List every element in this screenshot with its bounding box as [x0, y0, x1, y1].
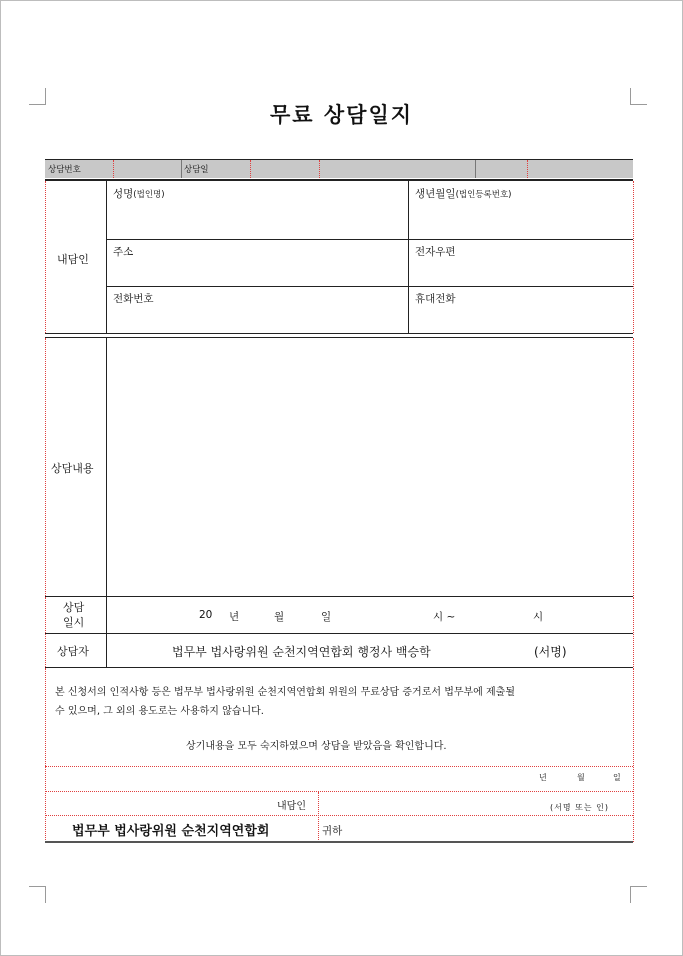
- left-border: [45, 338, 46, 596]
- schedule-label-divider: [106, 597, 107, 633]
- client-row-line: [106, 239, 633, 240]
- header-divider: [181, 160, 182, 178]
- signature-row-top-line: [45, 791, 633, 792]
- header-band: [45, 160, 633, 178]
- date-year-unit: 년: [539, 773, 547, 782]
- phone-field-label: 전화번호: [113, 293, 154, 305]
- footer-organization: 법무부 법사랑위원 순천지역연합회: [72, 824, 270, 839]
- left-border: [45, 634, 46, 667]
- consult-number-label: 상담번호: [48, 165, 81, 175]
- email-field-label: 전자우편: [415, 246, 456, 258]
- client-column-divider: [408, 181, 409, 333]
- counselor-label-divider: [106, 634, 107, 667]
- header-divider: [250, 160, 251, 178]
- schedule-label-line2: 일시: [63, 616, 85, 629]
- address-field-label: 주소: [113, 246, 134, 258]
- counselor-name: 법무부 법사랑위원 순천지역연합회 행정사 백승학: [172, 645, 431, 659]
- right-border: [633, 668, 634, 842]
- header-divider: [113, 160, 114, 178]
- name-field-label: 성명(법인명): [113, 188, 165, 200]
- content-top-line-inner: [45, 337, 633, 338]
- consult-date-label: 상담일: [184, 165, 209, 175]
- content-top-line: [45, 333, 633, 334]
- right-border: [633, 181, 634, 333]
- client-label-divider: [106, 181, 107, 333]
- client-section-label: 내담인: [57, 253, 89, 266]
- left-border: [45, 597, 46, 633]
- mobile-field-label: 휴대전화: [415, 293, 456, 305]
- header-divider: [475, 160, 476, 178]
- schedule-top-line: [45, 596, 633, 597]
- content-section-label: 상담내용: [51, 462, 94, 475]
- crop-mark-bottom-right: [630, 886, 647, 903]
- header-divider: [527, 160, 528, 178]
- client-row-line: [106, 286, 633, 287]
- date-row-top-line: [45, 766, 633, 767]
- notice-line-2: 수 있으며, 그 외의 용도로는 사용하지 않습니다.: [55, 706, 264, 717]
- signature-divider: [318, 792, 319, 842]
- form-bottom-line: [45, 841, 633, 843]
- left-border: [45, 181, 46, 333]
- counselor-sign: (서명): [534, 645, 567, 659]
- right-border: [633, 597, 634, 633]
- right-border: [633, 338, 634, 596]
- notice-top-line: [45, 667, 633, 668]
- right-border: [633, 634, 634, 667]
- client-top-line: [45, 179, 633, 181]
- signature-label: 내담인: [277, 801, 306, 812]
- footer-row-top-line: [45, 815, 633, 816]
- counselor-top-line: [45, 633, 633, 634]
- notice-line-1: 본 신청서의 인적사항 등은 법무부 법사랑위원 순천지역연합회 위원의 무료상담 증거로서 법무부에 제출될: [55, 687, 516, 698]
- date-day-unit: 일: [613, 773, 621, 782]
- birth-field-label: 생년월일(법인등록번호): [415, 188, 512, 200]
- schedule-day-unit: 일: [321, 611, 332, 623]
- header-top-line: [45, 159, 633, 160]
- footer-addressee: 귀하: [322, 825, 343, 837]
- schedule-hour-from: 시 ~: [433, 611, 456, 623]
- schedule-hour-to: 시: [533, 611, 544, 623]
- schedule-label-line1: 상담: [63, 601, 85, 614]
- counselor-label: 상담자: [57, 645, 89, 658]
- header-divider: [319, 160, 320, 178]
- notice-confirm: 상기내용을 모두 숙지하였으며 상담을 받았음을 확인합니다.: [186, 741, 447, 752]
- content-label-divider: [106, 338, 107, 596]
- signature-hint: (서명 또는 인): [550, 803, 609, 812]
- schedule-year-unit: 년: [229, 611, 240, 623]
- schedule-month-unit: 월: [274, 611, 285, 623]
- schedule-year: 20: [199, 609, 213, 621]
- document-title: 무료 상담일지: [269, 103, 414, 127]
- crop-mark-bottom-left: [29, 886, 46, 903]
- date-month-unit: 월: [577, 773, 585, 782]
